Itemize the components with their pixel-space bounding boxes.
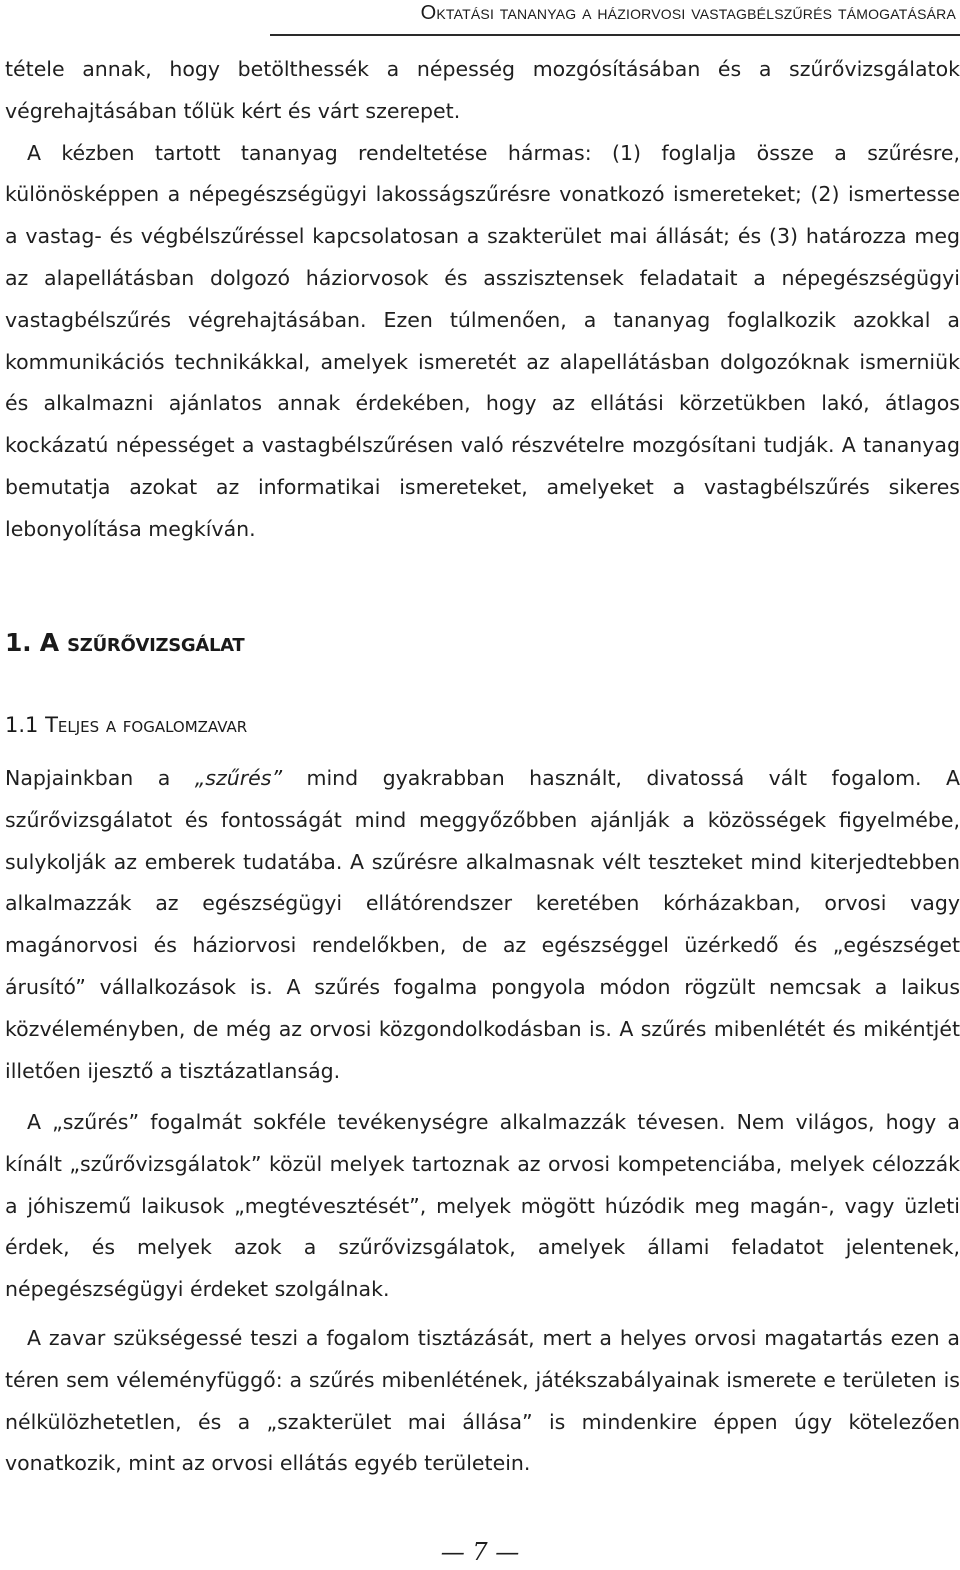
body-paragraph-1-rest: mind gyakrabban használt, divatossá vált fogalom. A szűrővizsgálatot és fontosságát mind meggyőzőbben ajánlják a közösségek figyelmébe, sulykolják az emberek tudatába. A szűrésre alkalmasnak vélt teszteket mind kiterjedtebben alkalmazzák az egészségügyi ellátórendszer keretében kórházakban, orvosi vagy magánorvosi és háziorvosi rendelőkben, de az egészséggel üzérkedő és „egészséget árusító” vállalkozások is. A szűrés fogalma pongyola módon rögzült nemcsak a laikus közvéleményben, de még az orvosi közgondolkodásban is. A szűrés mibenlétét és mikéntjét illetően ijesztő a tisztázatlanság.	[5, 766, 960, 1083]
body-paragraph-1-lead: Napjainkban a	[5, 766, 195, 790]
intro-paragraph	[5, 49, 960, 551]
intro-text-part2-content: A kézben tartott tananyag rendeltetése hármas: (1) foglalja össze a szűrésre, különösképpen a népegészségügyi lakosságszűrésre vonatkozó ismereteket; (2) ismertesse a vastag- és végbélszűréssel kapcsolatosan a szakterület mai állását; és (3) határozza meg az alapellátásban dolgozó háziorvosok és asszisztensek feladatait a népegészségügyi vastagbélszűrés végrehajtásában. Ezen túlmenően, a tananyag foglalkozik azokkal a kommunikációs technikákkal, amelyek ismeretét az alapellátásban dolgozóknak ismerniük és alkalmazni ajánlatos annak érdekében, hogy az ellátási körzetükben lakó, átlagos kockázatú népességet a vastagbélszűrésen való részvételre mozgósítani tudják. A tananyag bemutatja azokat az informatikai ismereteket, amelyeket a vastagbélszűrés sikeres lebonyolítása megkíván.	[5, 140, 960, 541]
running-header-title: Oktatási tananyag a háziorvosi vastagbélszűrés támogatására	[420, 2, 956, 24]
body-paragraph-3: A zavar szükségessé teszi a fogalom tisztázását, mert a helyes orvosi magatartás ezen a téren sem véleményfüggő: a szűrés mibenlétének, játékszabályainak ismerete e területen is nélkülözhetetlen, és a „szakterület mai állása” is mindenkire éppen úgy kötelezően vonatkozik, mint az orvosi ellátás egyéb területein.	[5, 1326, 960, 1476]
body-paragraph-2: A „szűrés” fogalmát sokféle tevékenységre alkalmazzák tévesen. Nem világos, hogy a kínált „szűrővizsgálatok” közül melyek tartoznak az orvosi kompetenciába, melyek célozzák a jóhiszemű laikusok „megtévesztését”, melyek mögött húzódik meg magán-, vagy üzleti érdek, és melyek azok a szűrővizsgálatok, amelyek állami feladatot jelentenek, népegészségügyi érdeket szolgálnak.	[5, 1110, 960, 1302]
section-heading: 1. A szűrővizsgálat	[5, 628, 245, 657]
intro-text-part2	[5, 133, 960, 551]
body-paragraph-1-term: „szűrés”	[194, 766, 283, 790]
header-rule	[270, 34, 960, 36]
body-paragraph-1	[5, 758, 960, 1092]
page-number: — 7 —	[440, 1538, 520, 1566]
subsection-heading: 1.1 Teljes a fogalomzavar	[5, 713, 248, 737]
running-header	[0, 0, 960, 40]
intro-text-part1: tétele annak, hogy betölthessék a népesség mozgósításában és a szűrővizsgálatok végrehajtásában tőlük kért és várt szerepet.	[5, 57, 960, 123]
